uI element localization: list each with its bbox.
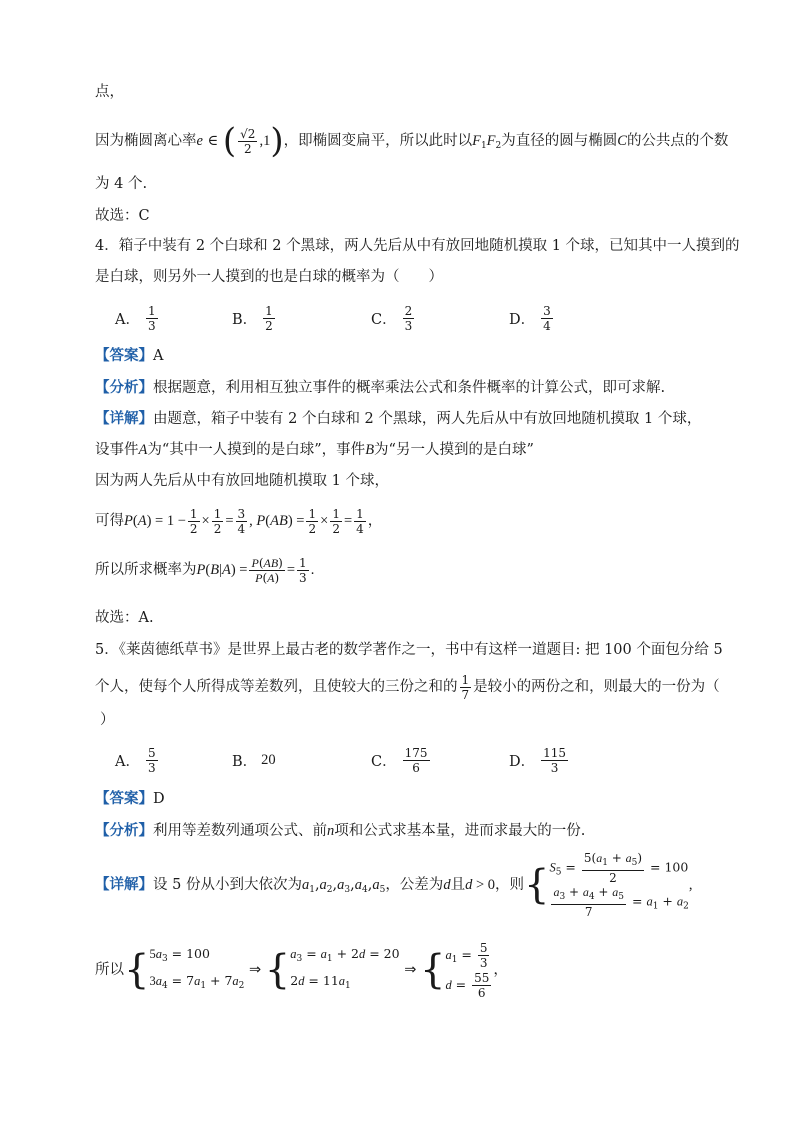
text-line: 故选：A.	[95, 610, 154, 626]
text-line: 点，	[95, 84, 124, 100]
text-line: 因为两人先后从中有放回地随机摸取 1 个球，	[95, 473, 389, 489]
analysis-line: 【分析】利用等差数列通项公式、前n项和公式求基本量，进而求最大的一份.	[95, 822, 586, 839]
options-q5	[95, 740, 735, 780]
formula-line: 可得P(A) = 1 − $\frac{1}{2}$ × $\frac{1}{2}$ = $\frac{3}{4}$ , P(AB) = $\frac{1}{2}$ × $\frac{1}{2}$ = $\frac{1}{4}$ ，	[95, 506, 383, 536]
question-4-cont: 是白球，则另外一人摸到的也是白球的概率为（ ）	[95, 269, 443, 285]
text-line: 因为椭圆离心率e ∈ ( $\frac{√2}{2}$ ,1)，即椭圆变扁平，所以此时以$F_1F_2$为直径的圆与椭圆C的公共点的个数	[95, 121, 729, 161]
option-b: B． $\frac{1}{2}$	[232, 303, 273, 333]
option-b: B． 20	[232, 751, 276, 770]
answer-line: 【答案】D	[95, 790, 165, 807]
option-c: C． $\frac{175}{6}$	[371, 745, 428, 775]
question-5-cont: ）	[100, 712, 115, 728]
option-d: D． $\frac{3}{4}$	[509, 303, 551, 333]
text-line: 故选：C	[95, 208, 150, 224]
analysis-line: 【分析】根据题意，利用相互独立事件的概率乘法公式和条件概率的计算公式，即可求解.	[95, 379, 666, 396]
formula-line: 所以所求概率为P(B|A) = $\frac{P(AB)}{P(A)}$ = $\frac{1}{3}$ .	[95, 555, 315, 585]
question-5-cont: 个人，使每个人所得成等差数列，且使较大的三份之和的 $\frac{1}{7}$ 是较小的两份之和，则最大的一份为（	[95, 672, 720, 702]
question-4: 4．箱子中装有 2 个白球和 2 个黑球，两人先后从中有放回地随机摸取 1 个球，已知其中一人摸到的	[95, 238, 740, 254]
question-5: 5．《莱茵德纸草书》是世界上最古老的数学著作之一，书中有这样一道题目: 把 100 个面包分给 5	[95, 642, 723, 658]
option-a: A． $\frac{1}{3}$	[115, 303, 156, 333]
formula-line: 所以{ $5a_3 = 100$ $3a_4 = 7a_1 + 7a_2$ ⇒ { $a_3 = a_1 + 2d = 20$ $2d = 11a_1$ ⇒ { $a_1$ = $\frac{5}{3}$ d = $\frac{55}{6}$ ，	[95, 940, 508, 1000]
option-a: A． $\frac{5}{3}$	[115, 745, 156, 775]
text-line: 为 4 个.	[95, 176, 148, 192]
answer-line: 【答案】A	[95, 347, 164, 364]
options-q4	[95, 298, 735, 338]
detail-line: 【详解】由题意，箱子中装有 2 个白球和 2 个黑球，两人先后从中有放回地随机摸取 1 个球，	[95, 410, 702, 427]
option-c: C． $\frac{2}{3}$	[371, 303, 413, 333]
option-d: D． $\frac{115}{3}$	[509, 745, 567, 775]
detail-line: 【详解】设 5 份从小到大依次为$a_1,a_2,a_3,a_4,a_5$，公差为d且d > 0，则{ $S_5$ = $\frac{5(a_1 + a_5)}{2}$ = 100 $\frac{a_3 + a_4 + a_5}{7}$ = $a_1 + a_2$ ,	[95, 851, 693, 919]
text-line: 设事件A为“其中一人摸到的是白球”，事件B为“另一人摸到的是白球”	[95, 442, 534, 458]
